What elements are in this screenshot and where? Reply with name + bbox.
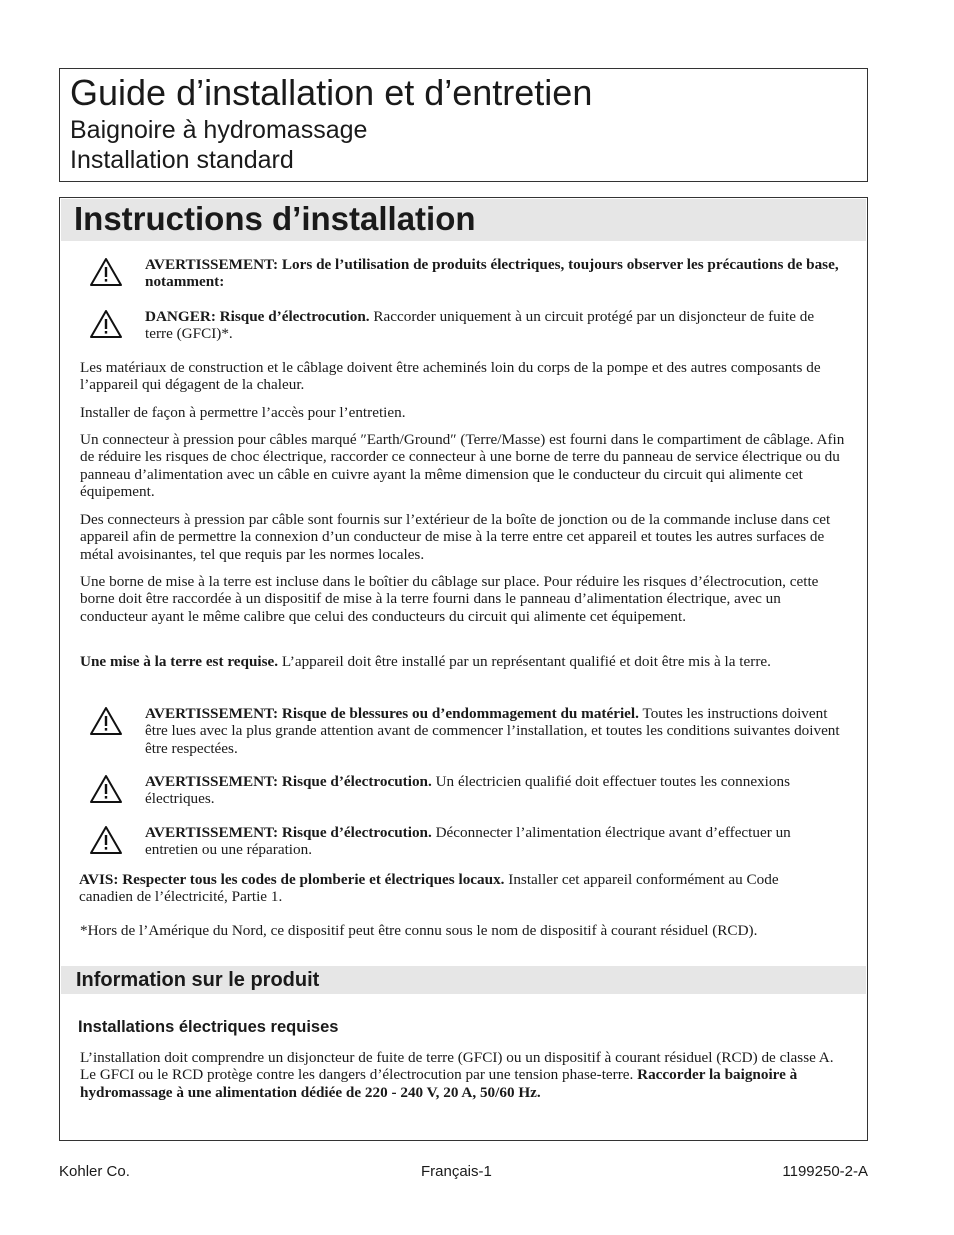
- document-subtitle-type: Installation standard: [70, 146, 294, 174]
- instructions-box: Instructions d’installation AVERTISSEMENT: Lors de l’utilisation de produits électriques, toujours observer les précautions de base, notamment: DANGER: Risque d’électrocution. Raccorder uniquement à un circuit protégé par un disjoncteur de fuite de terre (GFCI)*. Les matériaux de construction et le câblage doivent être acheminés loin du corps de la pompe et des autres composants de l’appareil qui dégagent de la chaleur. Installer de façon à permettre l’accès pour l’entretien. Un connecteur à pression pour câbles marqué ″Earth/Ground″ (Terre/Masse) est fourni dans le compartiment de câblage. Afin de réduire les risques de choc électrique, raccorder ce connecteur à une borne de terre du panneau de service électrique ou du panneau d’alimentation avec un câble en cuivre ayant la même dimension que le conducteur du circuit qui alimente cet équipement. Des connecteurs à pression par câble sont fournis sur l’extérieur de la boîte de jonction ou de la commande incluse dans cet appareil afin de permettre la connexion d’un conducteur de mise à la terre entre cet appareil et toutes les autres surfaces de métal avoisinantes, tel que requis par les normes locales. Une borne de mise à la terre est incluse dans le boîtier du câblage sur place. Pour réduire les risques d’électrocution, cette borne doit être raccordée à un dispositif de mise à la terre fourni dans le panneau d’alimentation électrique, avec un conducteur ayant le même calibre que celui des conducteurs du circuit qui alimente cet équipement. Une mise à la terre est requise. L’appareil doit être installé par un représentant qualifié et doit être mis à la terre. AVERTISSEMENT: Risque de blessures ou d’endommagement du matériel. Toutes les instructions doivent être lues avec la plus grande attention avant de commencer l’installation, et toutes les conditions suivantes doivent être respectées. AVERTISSEMENT: Risque d’électrocution. Un électricien qualifié doit effectuer toutes les connexions électriques. AVERTISSEMENT: Risque d’électrocution. Déconnecter l’alimentation électrique avant d’effectuer un entretien ou une réparation. AVIS: Respecter tous les codes de plomberie et électriques locaux. Installer cet appareil conformément au Code canadien de l’électricité, Partie 1. *Hors de l’Amérique du Nord, ce dispositif peut être connu sous le nom de dispositif à courant résiduel (RCD). Information sur le produit Installations électriques requises L’installation doit comprendre un disjoncteur de fuite de terre (GFCI) ou un dispositif à courant résiduel (RCD) de classe A. Le GFCI ou le RCD protège contre les dangers d’électrocution par une tension phase-terre. Raccorder la baignoire à hydromassage à une alimentation dédiée de 220 - 240 V, 20 A, 50/60 Hz.: [59, 197, 868, 1141]
- warning-general-text: AVERTISSEMENT: Lors de l’utilisation de produits électriques, toujours observer les précautions de base, notamment:: [145, 256, 839, 291]
- paragraph-wiring-routing: Les matériaux de construction et le câblage doivent être acheminés loin du corps de la pompe et des autres composants de l’appareil qui dégagent de la chaleur.: [80, 359, 821, 394]
- paragraph-access: Installer de façon à permettre l’accès pour l’entretien.: [80, 404, 406, 421]
- danger-label: DANGER: Risque d’électrocution.: [145, 308, 370, 325]
- document-title-box: [59, 68, 868, 182]
- notice-codes: AVIS: Respecter tous les codes de plomberie et électriques locaux. Installer cet appareil conformément au Code canadien de l’électricité, Partie 1.: [79, 871, 779, 906]
- warning-triangle-icon: [88, 705, 124, 737]
- warning-triangle-icon: [88, 256, 124, 288]
- section-heading-installation: Instructions d’installation: [61, 199, 866, 241]
- paragraph-grounding-required: Une mise à la terre est requise. L’appareil doit être installé par un représentant qualifié et doit être mis à la terre.: [80, 653, 771, 670]
- document-title: Guide d’installation et d’entretien: [70, 72, 593, 113]
- document-subtitle-product: Baignoire à hydromassage: [70, 116, 368, 144]
- subheading-electrical-requirements: Installations électriques requises: [78, 1018, 339, 1036]
- section-heading-product-info: Information sur le produit: [61, 966, 866, 994]
- paragraph-earth-ground: Un connecteur à pression pour câbles marqué ″Earth/Ground″ (Terre/Masse) est fourni dans le compartiment de câblage. Afin de réduire les risques de choc électrique, raccorder ce connecteur à une borne de terre du panneau de service électrique ou du panneau d’alimentation avec un câble en cuivre ayant la même dimension que le conducteur du circuit qui alimente cet équipement.: [80, 431, 845, 500]
- warning-triangle-icon: [88, 308, 124, 340]
- danger-text: Raccorder uniquement à un circuit protégé par un disjoncteur de fuite de terre (GFCI)*.: [145, 308, 815, 343]
- warning-triangle-icon: [88, 773, 124, 805]
- footer-company: Kohler Co.: [59, 1163, 130, 1180]
- footer-document-number: 1199250-2-A: [782, 1163, 868, 1180]
- footer-page-number: Français-1: [421, 1163, 492, 1180]
- footnote-rcd: *Hors de l’Amérique du Nord, ce dispositif peut être connu sous le nom de dispositif à courant résiduel (RCD).: [80, 922, 758, 939]
- paragraph-electrical-requirements: L’installation doit comprendre un disjoncteur de fuite de terre (GFCI) ou un dispositif à courant résiduel (RCD) de classe A. Le GFCI ou le RCD protège contre les dangers d’électrocution par une tension phase-terre. Raccorder la baignoire à hydromassage à une alimentation dédiée de 220 - 240 V, 20 A, 50/60 Hz.: [80, 1049, 834, 1101]
- warning-triangle-icon: [88, 824, 124, 856]
- paragraph-pressure-connectors: Des connecteurs à pression par câble sont fournis sur l’extérieur de la boîte de jonction ou de la commande incluse dans cet appareil afin de permettre la connexion d’un conducteur de mise à la terre entre cet appareil et toutes les autres surfaces de métal avoisinantes, tel que requis par les normes locales.: [80, 511, 831, 563]
- paragraph-grounding-terminal: Une borne de mise à la terre est incluse dans le boîtier du câblage sur place. Pour réduire les risques d’électrocution, cette borne doit être raccordée à un dispositif de mise à la terre fourni dans le panneau d’alimentation électrique, avec un conducteur ayant le même calibre que celui des conducteurs du circuit qui alimente cet équipement.: [80, 573, 819, 625]
